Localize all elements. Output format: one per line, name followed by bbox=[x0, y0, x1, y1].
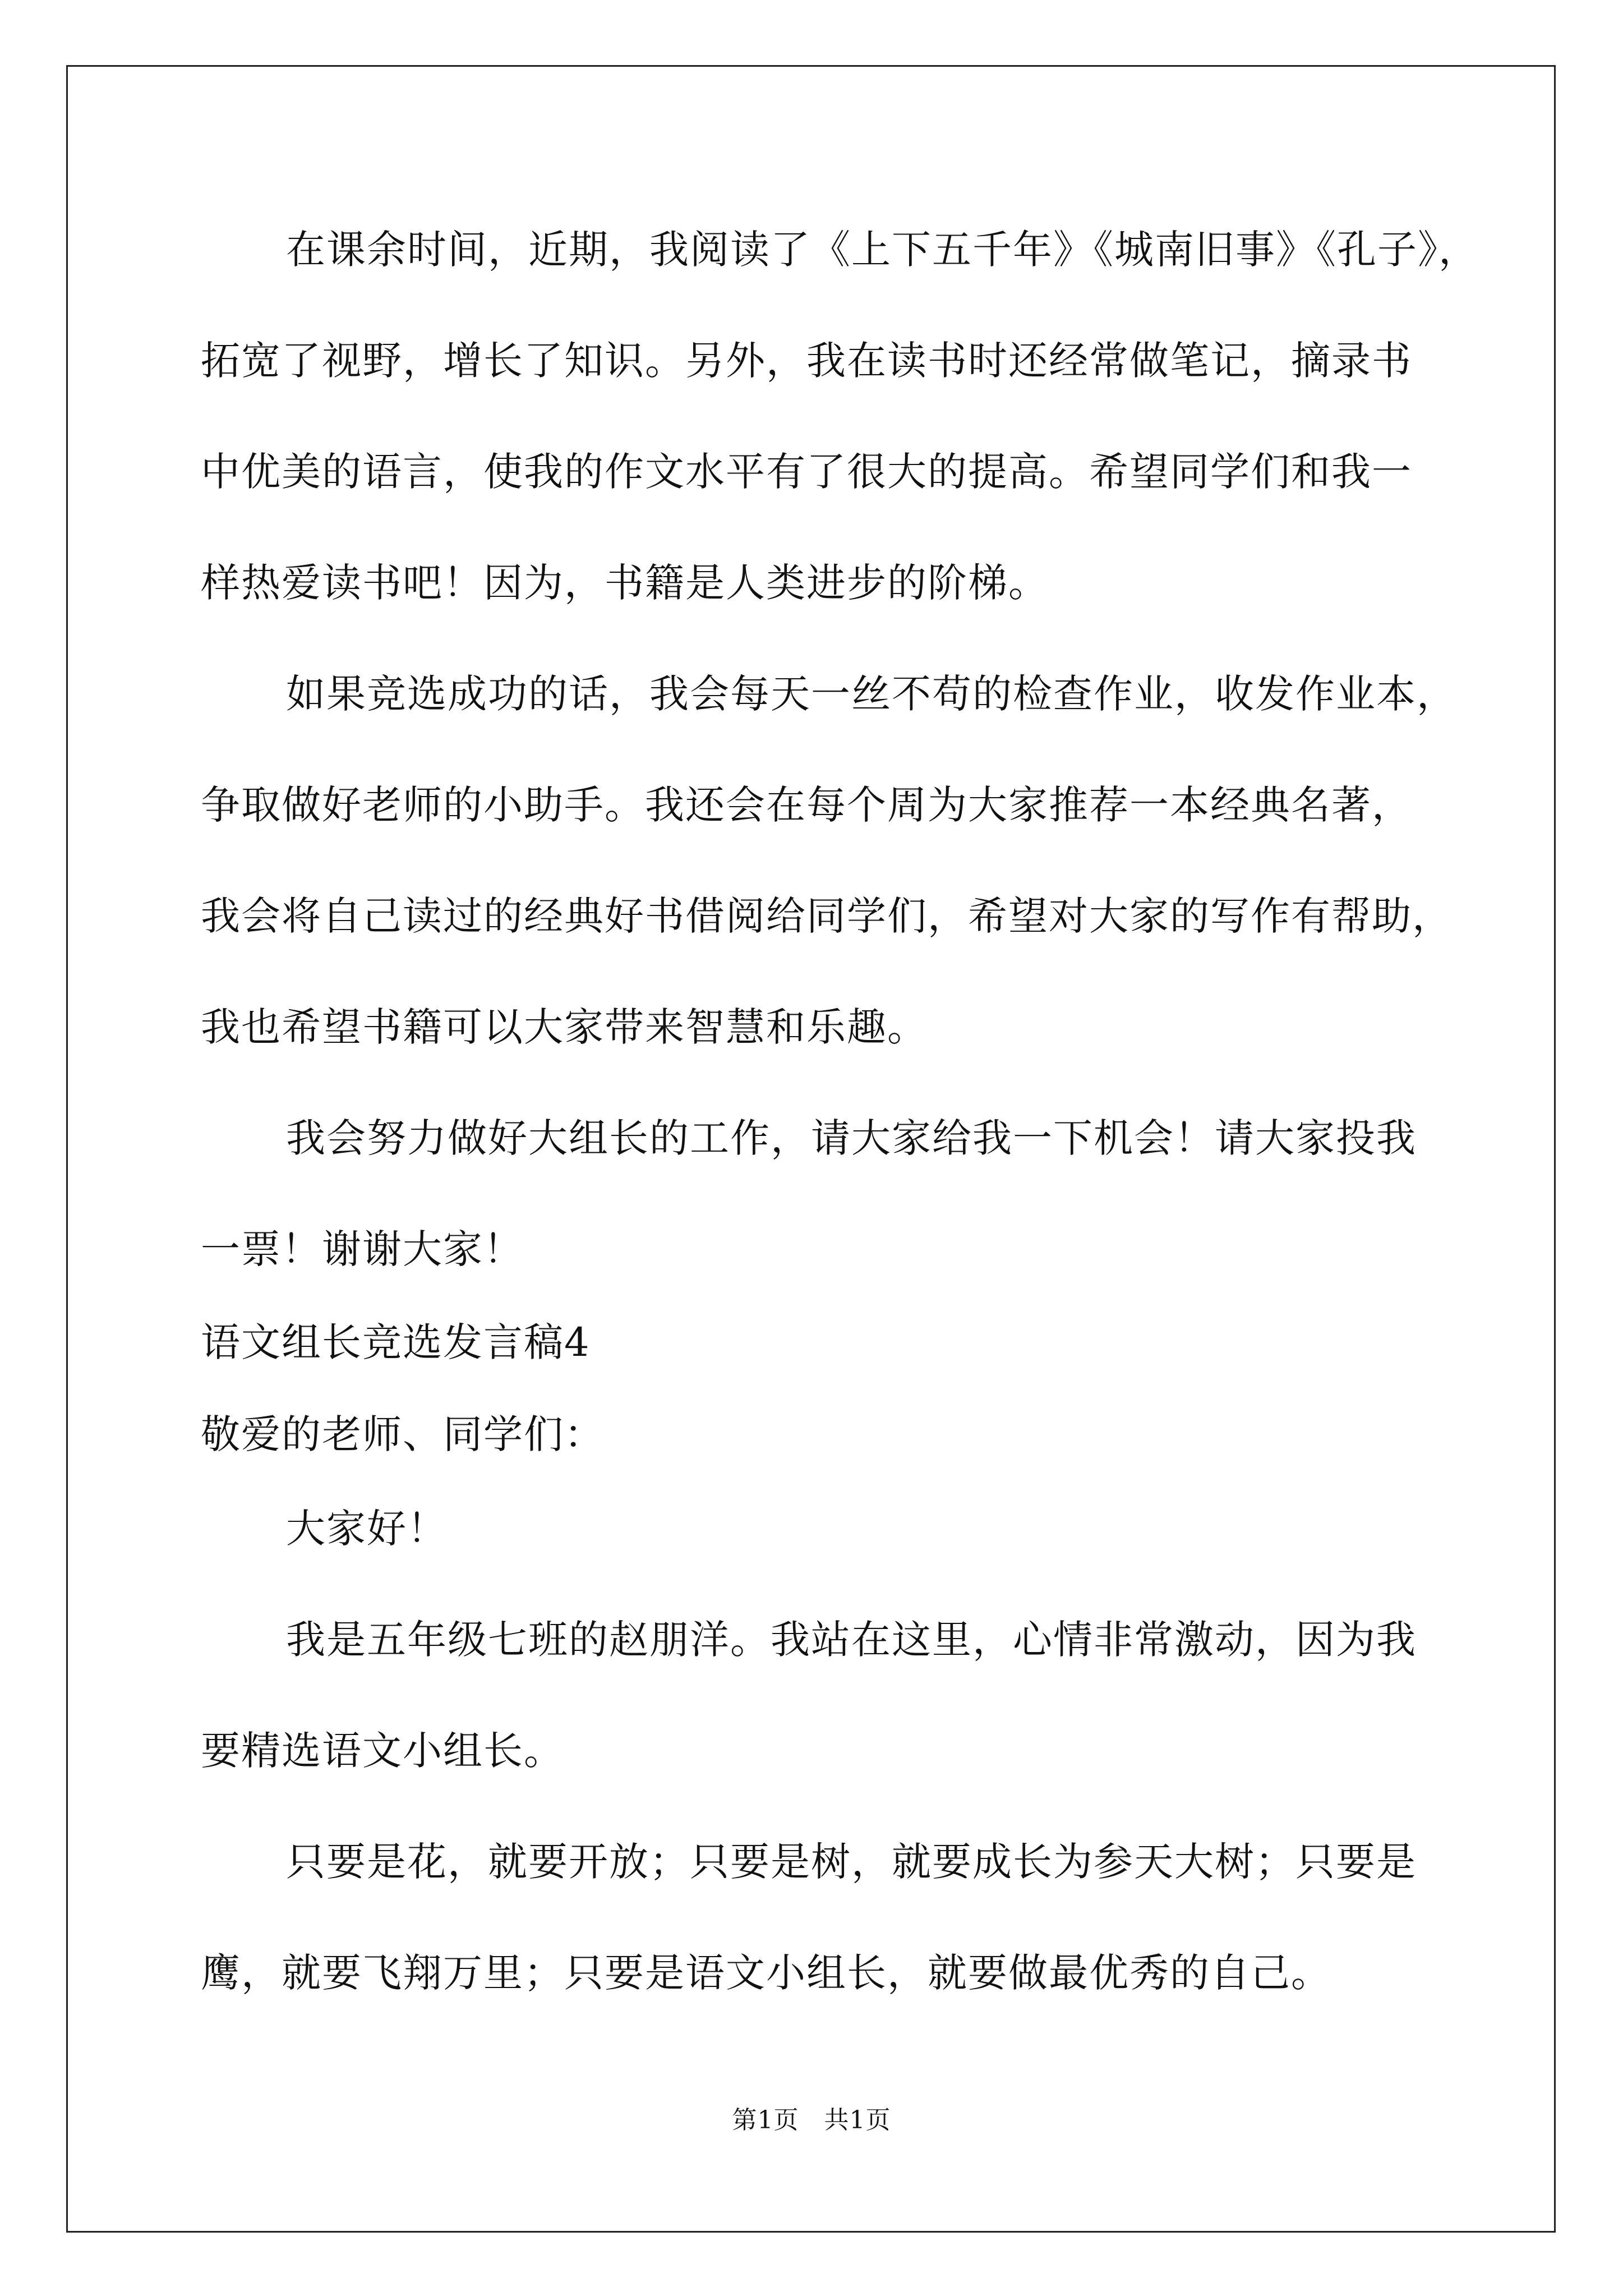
body-line: 样热爱读书吧！因为，书籍是人类进步的阶梯。 bbox=[201, 560, 1049, 606]
body-line: 争取做好老师的小助手。我还会在每个周为大家推荐一本经典名著， bbox=[201, 782, 1412, 828]
body-line: 要精选语文小组长。 bbox=[201, 1728, 564, 1774]
body-line: 我是五年级七班的赵朋洋。我站在这里，心情非常激动，因为我 bbox=[286, 1617, 1417, 1663]
body-line: 只要是花，就要开放；只要是树，就要成长为参天大树；只要是 bbox=[286, 1839, 1417, 1885]
body-line: 我也希望书籍可以大家带来智慧和乐趣。 bbox=[201, 1004, 928, 1050]
body-line: 拓宽了视野，增长了知识。另外，我在读书时还经常做笔记，摘录书 bbox=[201, 338, 1412, 384]
body-line: 如果竞选成功的话，我会每天一丝不苟的检查作业，收发作业本， bbox=[286, 671, 1457, 717]
body-line: 鹰，就要飞翔万里；只要是语文小组长，就要做最优秀的自己。 bbox=[201, 1950, 1331, 1996]
page-number-footer: 第1页 共1页 bbox=[732, 2106, 891, 2134]
body-line: 在课余时间，近期，我阅读了《上下五千年》《城南旧事》《孔子》， bbox=[286, 227, 1479, 273]
body-line: 一票！谢谢大家！ bbox=[201, 1226, 524, 1272]
body-line: 中优美的语言，使我的作文水平有了很大的提高。希望同学们和我一 bbox=[201, 449, 1412, 495]
section-heading: 语文组长竞选发言稿4 bbox=[201, 1319, 591, 1365]
body-line: 我会努力做好大组长的工作，请大家给我一下机会！请大家投我 bbox=[286, 1115, 1417, 1161]
body-line: 我会将自己读过的经典好书借阅给同学们，希望对大家的写作有帮助， bbox=[201, 893, 1453, 939]
salutation: 敬爱的老师、同学们： bbox=[201, 1411, 605, 1457]
greeting: 大家好！ bbox=[286, 1506, 448, 1552]
